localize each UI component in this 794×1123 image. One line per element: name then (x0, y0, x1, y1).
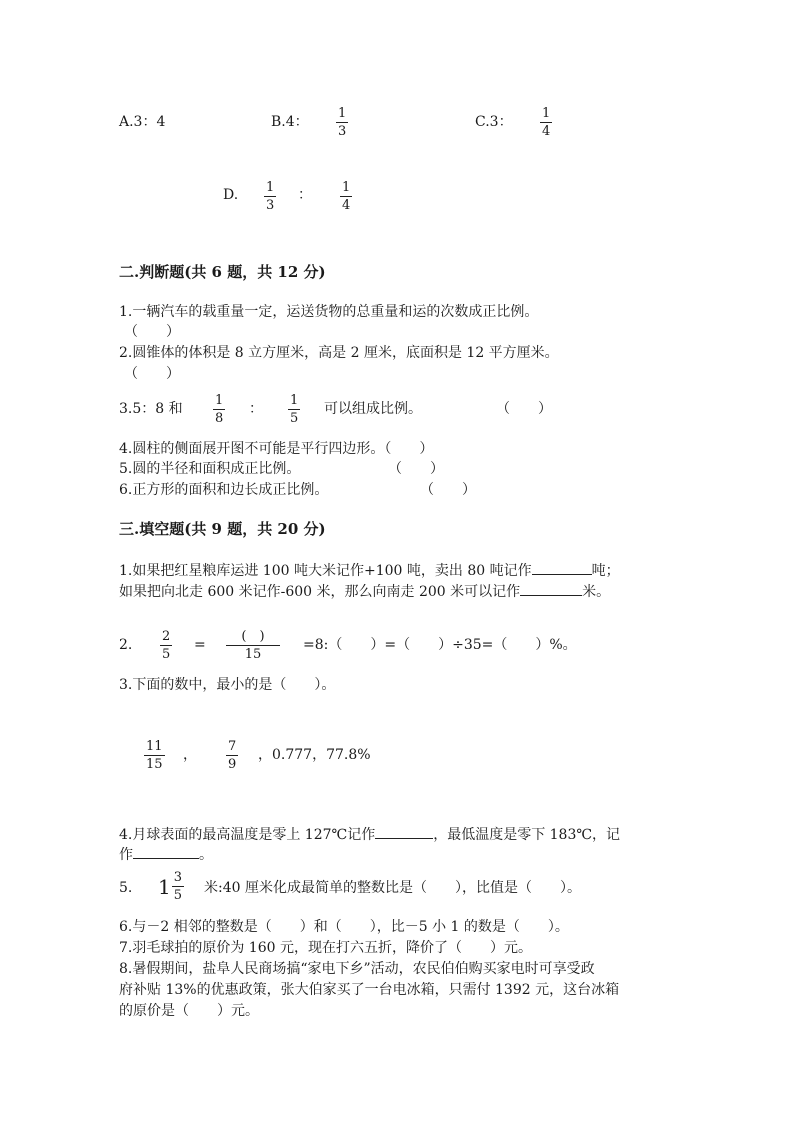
s2-question-3-suffix: 可以组成比例。 (324, 401, 422, 417)
s2-q1-answer-paren: （ ） (124, 324, 180, 340)
s3-question-7: 7.羽毛球拍的原价为 160 元，现在打六五折，降价了（ ）元。 (119, 940, 532, 956)
s3-q5-rest: 米:40 厘米化成最简单的整数比是（ ），比值是（ ）。 (204, 880, 581, 896)
s3-q4-text-c: 作 (119, 847, 133, 863)
s3-q5-label: 5. (119, 880, 133, 896)
s3-q5-mixed-number (158, 870, 184, 903)
s3-question-6: 6.与－2 相邻的整数是（ ）和（ ），比－5 小 1 的数是（ ）。 (119, 919, 569, 935)
fraction-numerator: 1 (215, 393, 224, 408)
s3-q3-rest: ，0.777，77.8% (258, 747, 371, 763)
s3-q4-text-b: ，最低温度是零下 183℃，记 (433, 827, 621, 843)
s2-question-2: 2.圆锥体的体积是 8 立方厘米，高是 2 厘米，底面积是 12 平方厘米。 (119, 345, 559, 361)
answer-blank[interactable] (133, 844, 199, 859)
s3-question-1-line-2 (119, 581, 610, 601)
s3-question-8-line-3: 的原价是（ ）元。 (119, 1003, 259, 1019)
fraction-numerator: 7 (228, 739, 237, 754)
fraction-numerator: 1 (266, 180, 275, 195)
fraction-numerator: 3 (173, 870, 183, 885)
answer-blank[interactable] (375, 824, 433, 839)
option-a: A.3：4 (119, 114, 166, 130)
mixed-fraction (172, 870, 184, 903)
s2-q3-fraction-1 (213, 393, 225, 426)
fraction-denominator: 15 (146, 757, 163, 772)
option-d-fraction-1 (264, 180, 276, 213)
s3-q4-text-a: 4.月球表面的最高温度是零上 127℃记作 (119, 827, 376, 843)
s2-q3-fraction-2 (288, 393, 300, 426)
fraction-denominator: 5 (173, 888, 183, 903)
option-c-label: C.3： (475, 114, 513, 130)
fraction-numerator: 1 (342, 180, 351, 195)
s3-question-4-line-2 (119, 844, 213, 864)
s3-q1-text-b: 吨； (591, 563, 620, 579)
option-c-fraction (540, 106, 552, 139)
fraction-numerator: 1 (338, 106, 347, 121)
s2-question-1: 1.一辆汽车的载重量一定，运送货物的总重量和运的次数成正比例。 (119, 304, 539, 320)
fraction-numerator: ( ) (241, 629, 265, 644)
fraction-numerator: 1 (542, 106, 551, 121)
fraction-denominator: 4 (342, 198, 351, 213)
s3-q4-text-d: 。 (199, 847, 213, 863)
answer-blank[interactable] (532, 560, 592, 575)
s3-q2-label: 2. (119, 637, 133, 653)
option-b-fraction (336, 106, 348, 139)
s2-question-3-prefix: 3.5：8 和 (119, 401, 183, 417)
s3-q1-text-a: 1.如果把红星粮库运进 100 吨大米记作+100 吨，卖出 80 吨记作 (119, 563, 532, 579)
fraction-denominator: 15 (244, 647, 262, 662)
fraction-denominator: 5 (290, 411, 299, 426)
s3-q3-comma: ， (183, 747, 197, 763)
s3-question-1-line-1 (119, 560, 620, 580)
s2-question-5: 5.圆的半径和面积成正比例。 (119, 461, 301, 477)
s3-q2-fraction-2 (226, 629, 280, 662)
section-2-heading: 二.判断题(共 6 题，共 12 分) (119, 263, 326, 281)
s2-q3-answer-paren: （ ） (496, 401, 552, 417)
s3-question-8-line-2: 府补贴 13%的优惠政策，张大伯家买了一台电冰箱，只需付 1392 元，这台冰箱 (119, 982, 620, 998)
option-d-fraction-2 (340, 180, 352, 213)
s3-question-4-line-1 (119, 824, 620, 844)
fraction-denominator: 5 (162, 647, 171, 662)
s2-q2-answer-paren: （ ） (124, 366, 180, 382)
s2-q3-colon: ： (249, 401, 263, 417)
s3-q1-text-d: 米。 (582, 584, 611, 600)
fraction-denominator: 9 (228, 757, 237, 772)
fraction-denominator: 3 (338, 124, 347, 139)
fraction-numerator: 1 (290, 393, 299, 408)
s3-q2-rest: =8:（ ）=（ ）÷35=（ ）%。 (303, 637, 577, 653)
option-d-label: D. (223, 187, 239, 203)
s2-question-6: 6.正方形的面积和边长成正比例。 (119, 482, 329, 498)
s3-q1-text-c: 如果把向北走 600 米记作-600 米，那么向南走 200 米可以记作 (119, 584, 521, 600)
s3-q2-fraction-1 (160, 629, 172, 662)
answer-blank[interactable] (520, 581, 582, 596)
s3-q3-fraction-2 (226, 739, 238, 772)
section-3-heading: 三.填空题(共 9 题，共 20 分) (119, 520, 326, 538)
fraction-numerator: 2 (162, 629, 171, 644)
fraction-numerator: 11 (146, 739, 163, 754)
s2-q6-answer-paren: （ ） (420, 482, 476, 498)
fraction-denominator: 4 (542, 124, 551, 139)
s3-q3-fraction-1 (144, 739, 165, 772)
s3-question-8-line-1: 8.暑假期间，盐阜人民商场搞“家电下乡”活动，农民伯伯购买家电时可享受政 (119, 961, 595, 977)
fraction-denominator: 8 (215, 411, 224, 426)
mixed-whole: 1 (158, 874, 171, 899)
s3-question-3: 3.下面的数中，最小的是（ ）。 (119, 677, 336, 693)
s2-question-4: 4.圆柱的侧面展开图不可能是平行四边形。（ ） (119, 441, 434, 457)
s2-q5-answer-paren: （ ） (388, 461, 444, 477)
s3-q2-equals: = (194, 637, 206, 653)
option-b-label: B.4： (271, 114, 309, 130)
fraction-denominator: 3 (266, 198, 275, 213)
option-d-colon: ： (298, 187, 312, 203)
